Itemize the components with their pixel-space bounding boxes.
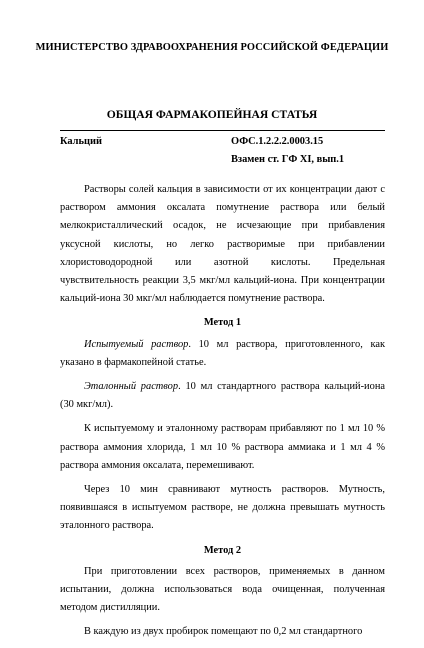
method-2-heading: Метод 2 [203, 544, 242, 556]
document-title: ОБЩАЯ ФАРМАКОПЕЙНАЯ СТАТЬЯ [106, 108, 318, 121]
reference-solution-label: Эталонный раствор [84, 381, 179, 393]
substance-name: Кальций [60, 136, 102, 147]
method-1-test-solution [60, 336, 385, 372]
title-divider [60, 130, 385, 131]
article-body [60, 181, 385, 648]
method-1-heading: Метод 1 [203, 317, 242, 329]
method-2-procedure: В каждую из двух пробирок помещают по 0,2 мл стандартного [84, 626, 363, 638]
test-solution-label: Испытуемый раствор [84, 338, 189, 350]
method-2-water-note: При приготовлении всех растворов, применяемых в данном испытании, должна использоваться вода очищенная, полученная методом дистилляции. [60, 565, 385, 614]
intro-paragraph: Растворы солей кальция в зависимости от их концентрации дают с раствором аммония оксалата помутнение раствора или белый мелкокристаллический осадок, не исчезающие при прибавления уксусной кислоты, но легко растворимые при прибавлении хлористоводородной или азотной кислоты. Предельная чувствительность реакции 3,5 мкг/мл кальций-иона. При концентрации кальций-иона 30 мкг/мл наблюдается помутнение раствора. [60, 184, 385, 305]
replaces-note: Взамен ст. ГФ XI, вып.1 [231, 154, 345, 165]
reference-solution-text: . 10 мл стандартного раствора кальций-иона (30 мкг/мл). [60, 381, 385, 411]
method-1-procedure: К испытуемому и эталонному растворам прибавляют по 1 мл 10 % раствора аммония хлорида, 1 мл 10 % раствора аммиака и 1 мл 4 % раствора аммония оксалата, перемешивают. [60, 423, 385, 471]
method-1-reference-solution [60, 378, 385, 414]
test-solution-text: . 10 мл раствора, приготовленного, как указано в фармакопейной статье. [60, 338, 385, 368]
ministry-header: МИНИСТЕРСТВО ЗДРАВООХРАНЕНИЯ РОССИЙСКОЙ ФЕДЕРАЦИИ [35, 42, 389, 53]
method-1-evaluation: Через 10 мин сравнивают мутность растворов. Мутность, появившаяся в испытуемом растворе, не должна превышать мутность эталонного раствора. [60, 484, 385, 532]
article-code: ОФС.1.2.2.2.0003.15 [231, 136, 324, 147]
